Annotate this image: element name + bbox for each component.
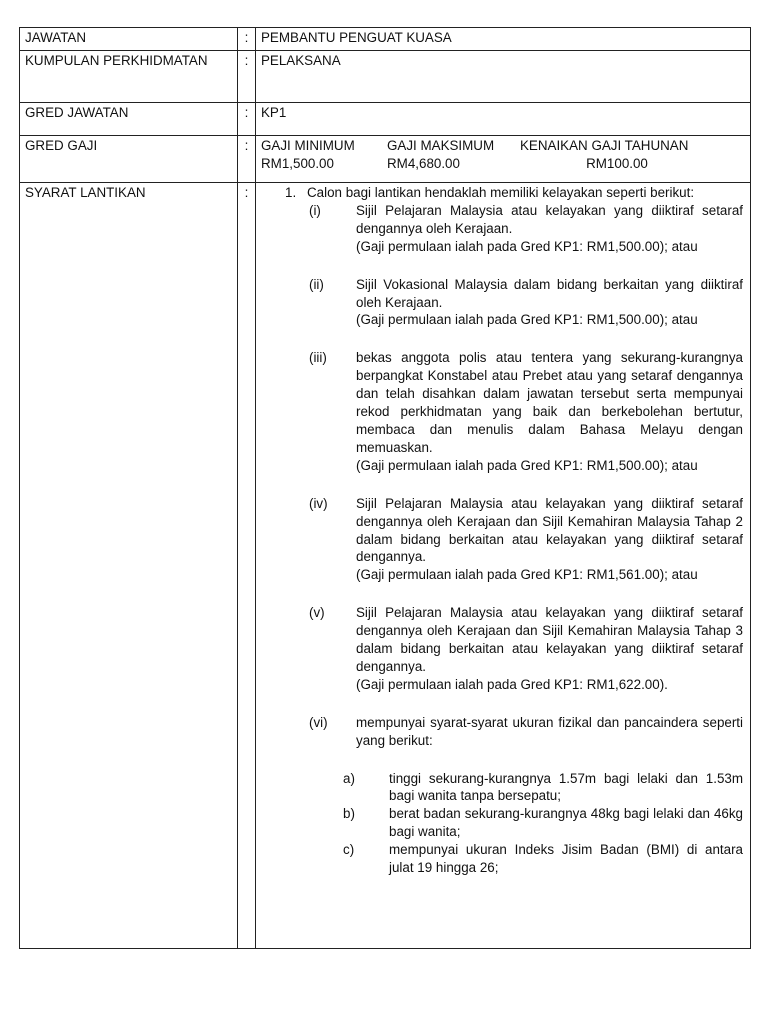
salary-grid (261, 137, 745, 173)
syarat-subitem-a (343, 770, 745, 806)
syarat-item-iv (309, 495, 745, 585)
syarat-subitem-c (343, 841, 745, 877)
colon: : (238, 103, 256, 136)
value-jawatan: PEMBANTU PENGUAT KUASA (256, 28, 751, 51)
subitem-text: tinggi sekurang-kurangnya 1.57m bagi lelaki dan 1.53m bagi wanita tanpa bersepatu; (389, 770, 743, 804)
subitem-letter: a) (343, 770, 355, 786)
subitem-text: mempunyai ukuran Indeks Jisim Badan (BMI) di antara julat 19 hingga 26; (389, 842, 743, 876)
subitem-text: berat badan sekurang-kurangnya 48kg bagi lelaki dan 46kg bagi wanita; (389, 806, 743, 840)
syarat-item-v (309, 604, 745, 694)
job-info-table (19, 27, 751, 949)
item-salary-note: (Gaji permulaan ialah pada Gred KP1: RM1,622.00). (356, 676, 668, 692)
colon: : (238, 183, 256, 949)
item-text: Sijil Pelajaran Malaysia atau kelayakan yang diiktiraf setaraf dengannya oleh Kerajaan dan Sijil Kemahiran Malaysia Tahap 2 dalam bidang berkaitan atau kelayakan yang diiktiraf setaraf dengannya. (356, 495, 743, 565)
label-kumpulan: KUMPULAN PERKHIDMATAN (20, 51, 238, 103)
row-jawatan (20, 28, 751, 51)
syarat-subitem-b (343, 805, 745, 841)
label-jawatan: JAWATAN (20, 28, 238, 51)
label-gred-jawatan: GRED JAWATAN (20, 103, 238, 136)
syarat-item-i (309, 202, 745, 256)
label-syarat-lantikan: SYARAT LANTIKAN (20, 183, 238, 949)
item-text: bekas anggota polis atau tentera yang sekurang-kurangnya berpangkat Konstabel atau Prebet atau yang setaraf dengannya dan telah disahkan dalam jawatan tersebut serta mempunyai rekod perkhidmatan yang baik dan berkebolehan bertutur, membaca dan menulis dalam Bahasa Melayu dengan memuaskan. (356, 350, 743, 455)
syarat-item-vi (309, 714, 745, 750)
point-number: 1. (285, 185, 297, 200)
item-text: mempunyai syarat-syarat ukuran fizikal dan pancaindera seperti yang berikut: (356, 714, 743, 748)
syarat-item-iii (309, 349, 745, 474)
item-number: (iv) (309, 495, 328, 511)
item-salary-note: (Gaji permulaan ialah pada Gred KP1: RM1,561.00); atau (356, 567, 698, 583)
value-gred-jawatan: KP1 (256, 103, 751, 136)
item-salary-note: (Gaji permulaan ialah pada Gred KP1: RM1,500.00); atau (356, 312, 698, 328)
subitem-letter: c) (343, 842, 355, 858)
item-text: Sijil Pelajaran Malaysia atau kelayakan yang diiktiraf setaraf dengannya oleh Kerajaan. (356, 202, 743, 236)
point-text: Calon bagi lantikan hendaklah memiliki kelayakan seperti berikut: (307, 185, 695, 200)
colon: : (238, 136, 256, 183)
value-syarat-lantikan (256, 183, 751, 949)
value-gred-gaji (256, 136, 751, 183)
gaji-minimum-value: RM1,500.00 (261, 155, 334, 171)
item-text: Sijil Pelajaran Malaysia atau kelayakan yang diiktiraf setaraf dengannya oleh Kerajaan dan Sijil Kemahiran Malaysia Tahap 3 dalam bidang berkaitan atau kelayakan yang diiktiraf setaraf dengannya. (356, 605, 743, 674)
gaji-maksimum-label: GAJI MAKSIMUM (387, 138, 495, 153)
kenaikan-gaji-label: KENAIKAN GAJI TAHUNAN (520, 138, 689, 153)
row-gred-gaji (20, 136, 751, 183)
syarat-point-1 (285, 184, 745, 202)
subitem-letter: b) (343, 806, 355, 822)
item-number: (v) (309, 605, 325, 621)
item-number: (ii) (309, 276, 324, 292)
colon: : (238, 28, 256, 51)
gaji-minimum-label: GAJI MINIMUM (261, 138, 355, 153)
syarat-item-ii (309, 276, 745, 330)
row-kumpulan (20, 51, 751, 103)
item-salary-note: (Gaji permulaan ialah pada Gred KP1: RM1,500.00); atau (356, 457, 698, 473)
item-number: (vi) (309, 714, 328, 730)
row-gred-jawatan (20, 103, 751, 136)
kenaikan-gaji-value: RM100.00 (586, 155, 648, 171)
item-number: (i) (309, 202, 321, 218)
item-salary-note: (Gaji permulaan ialah pada Gred KP1: RM1,500.00); atau (356, 238, 698, 254)
colon: : (238, 51, 256, 103)
item-text: Sijil Vokasional Malaysia dalam bidang berkaitan yang diiktiraf oleh Kerajaan. (356, 276, 743, 310)
value-kumpulan: PELAKSANA (256, 51, 751, 103)
item-number: (iii) (309, 350, 327, 366)
gaji-maksimum-value: RM4,680.00 (387, 155, 460, 171)
row-syarat-lantikan (20, 183, 751, 949)
label-gred-gaji: GRED GAJI (20, 136, 238, 183)
